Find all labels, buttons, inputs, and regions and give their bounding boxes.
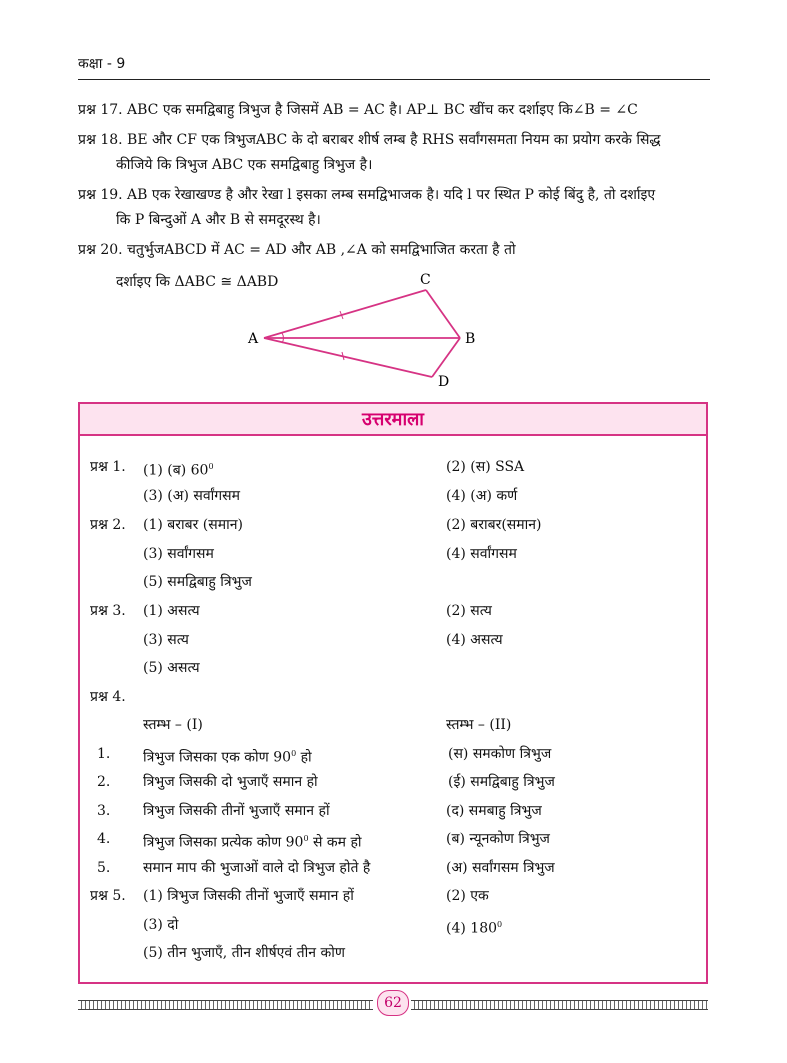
header-rule xyxy=(78,79,710,80)
footer-border-left xyxy=(78,1000,373,1010)
footer-border-right xyxy=(411,1000,708,1010)
answer-q5-a2: (2) एक xyxy=(446,888,489,904)
answer-q3-a5: (5) असत्य xyxy=(143,660,200,676)
answer-q5-a4: (4) $180^0$ xyxy=(446,920,503,937)
answer-q2-a4: (4) सर्वांगसम xyxy=(446,546,517,562)
answer-q5-a1: (1) त्रिभुज जिसकी तीनों भुजाएँ समान हों xyxy=(143,888,354,904)
side-ac xyxy=(264,290,426,338)
label-b: B xyxy=(465,331,476,347)
answer-q5-a5: (5) तीन भुजाएँ, तीन शीर्षएवं तीन कोण xyxy=(143,945,345,961)
answer-q2-label: प्रश्न 2. xyxy=(90,517,126,533)
answer-q2-a2: (2) बराबर(समान) xyxy=(446,517,542,533)
answer-q2-a5: (5) समद्विबाहु त्रिभुज xyxy=(143,574,252,590)
column-1-heading: स्तम्भ – (I) xyxy=(143,717,203,733)
match-row-1-right: (स) समकोण त्रिभुज xyxy=(448,746,552,762)
answer-q3-a1: (1) असत्य xyxy=(143,603,200,619)
match-row-3-right: (द) समबाहु त्रिभुज xyxy=(446,803,542,819)
answer-q3-label: प्रश्न 3. xyxy=(90,603,126,619)
question-20: प्रश्न 20. चतुर्भुजABCD में AC = AD और AB ,∠A को समद्विभाजित करता है तो xyxy=(78,242,516,258)
answer-q1-a1: (1) (ब) $60^0$ xyxy=(143,462,214,479)
match-row-1-num: 1. xyxy=(97,746,111,762)
answer-q3-a2: (2) सत्य xyxy=(446,603,492,619)
answer-q1-a2: (2) (स) SSA xyxy=(446,459,525,475)
side-cb xyxy=(426,290,460,338)
side-ad xyxy=(264,338,432,377)
match-row-2-right: (ई) समद्विबाहु त्रिभुज xyxy=(448,774,555,790)
label-d: D xyxy=(438,374,450,390)
answer-q2-a3: (3) सर्वांगसम xyxy=(143,546,214,562)
answer-q3-a4: (4) असत्य xyxy=(446,632,503,648)
answer-box-title: उत्तरमाला xyxy=(362,409,424,430)
match-row-3-num: 3. xyxy=(97,803,111,819)
question-20-cont: दर्शाइए कि ΔABC ≅ ΔABD xyxy=(116,274,279,290)
match-row-2-left: त्रिभुज जिसकी दो भुजाएँ समान हो xyxy=(143,774,318,790)
match-row-5-left: समान माप की भुजाओं वाले दो त्रिभुज होते है xyxy=(143,860,371,876)
question-18: प्रश्न 18. BE और CF एक त्रिभुजABC के दो बराबर शीर्ष लम्ब है RHS सर्वांगसमता नियम का प्रयोग करके सिद्ध xyxy=(78,132,661,148)
match-row-4-num: 4. xyxy=(97,831,111,847)
answer-q1-label: प्रश्न 1. xyxy=(90,459,126,475)
match-row-4-left: त्रिभुज जिसका प्रत्येक कोण $90^0$ से कम हो xyxy=(143,834,362,851)
class-header: कक्षा - 9 xyxy=(78,56,126,72)
question-19-cont: कि P बिन्दुओं A और B से समदूरस्थ है। xyxy=(116,212,321,228)
answer-q5-a3: (3) दो xyxy=(143,917,179,933)
column-2-heading: स्तम्भ – (II) xyxy=(446,717,512,733)
match-row-1-left: त्रिभुज जिसका एक कोण $90^0$ हो xyxy=(143,749,312,766)
label-a: A xyxy=(248,331,259,347)
page-number: 62 xyxy=(377,990,409,1016)
side-db xyxy=(432,338,460,377)
answer-q2-a1: (1) बराबर (समान) xyxy=(143,517,243,533)
question-19: प्रश्न 19. AB एक रेखाखण्ड है और रेखा l इसका लम्ब समद्विभाजक है। यदि l पर स्थित P कोई बिंदु है, तो दर्शाइए xyxy=(78,187,656,203)
question-17: प्रश्न 17. ABC एक समद्विबाहु त्रिभुज है जिसमें AB = AC है। AP⊥ BC खींच कर दर्शाइए कि∠B = ∠C xyxy=(78,102,638,118)
match-row-3-left: त्रिभुज जिसकी तीनों भुजाएँ समान हों xyxy=(143,803,330,819)
match-row-4-right: (ब) न्यूनकोण त्रिभुज xyxy=(446,831,550,847)
answer-q4-label: प्रश्न 4. xyxy=(90,689,126,705)
label-c: C xyxy=(420,272,431,288)
match-row-5-right: (अ) सर्वांगसम त्रिभुज xyxy=(446,860,555,876)
answer-q3-a3: (3) सत्य xyxy=(143,632,189,648)
answer-q1-a4: (4) (अ) कर्ण xyxy=(446,488,518,504)
match-row-2-num: 2. xyxy=(97,774,111,790)
question-18-cont: कीजिये कि त्रिभुज ABC एक समद्विबाहु त्रिभुज है। xyxy=(116,157,373,173)
match-row-5-num: 5. xyxy=(97,860,111,876)
quadrilateral-figure xyxy=(240,265,490,390)
answer-q1-a3: (3) (अ) सर्वांगसम xyxy=(143,488,240,504)
answer-q5-label: प्रश्न 5. xyxy=(90,888,126,904)
